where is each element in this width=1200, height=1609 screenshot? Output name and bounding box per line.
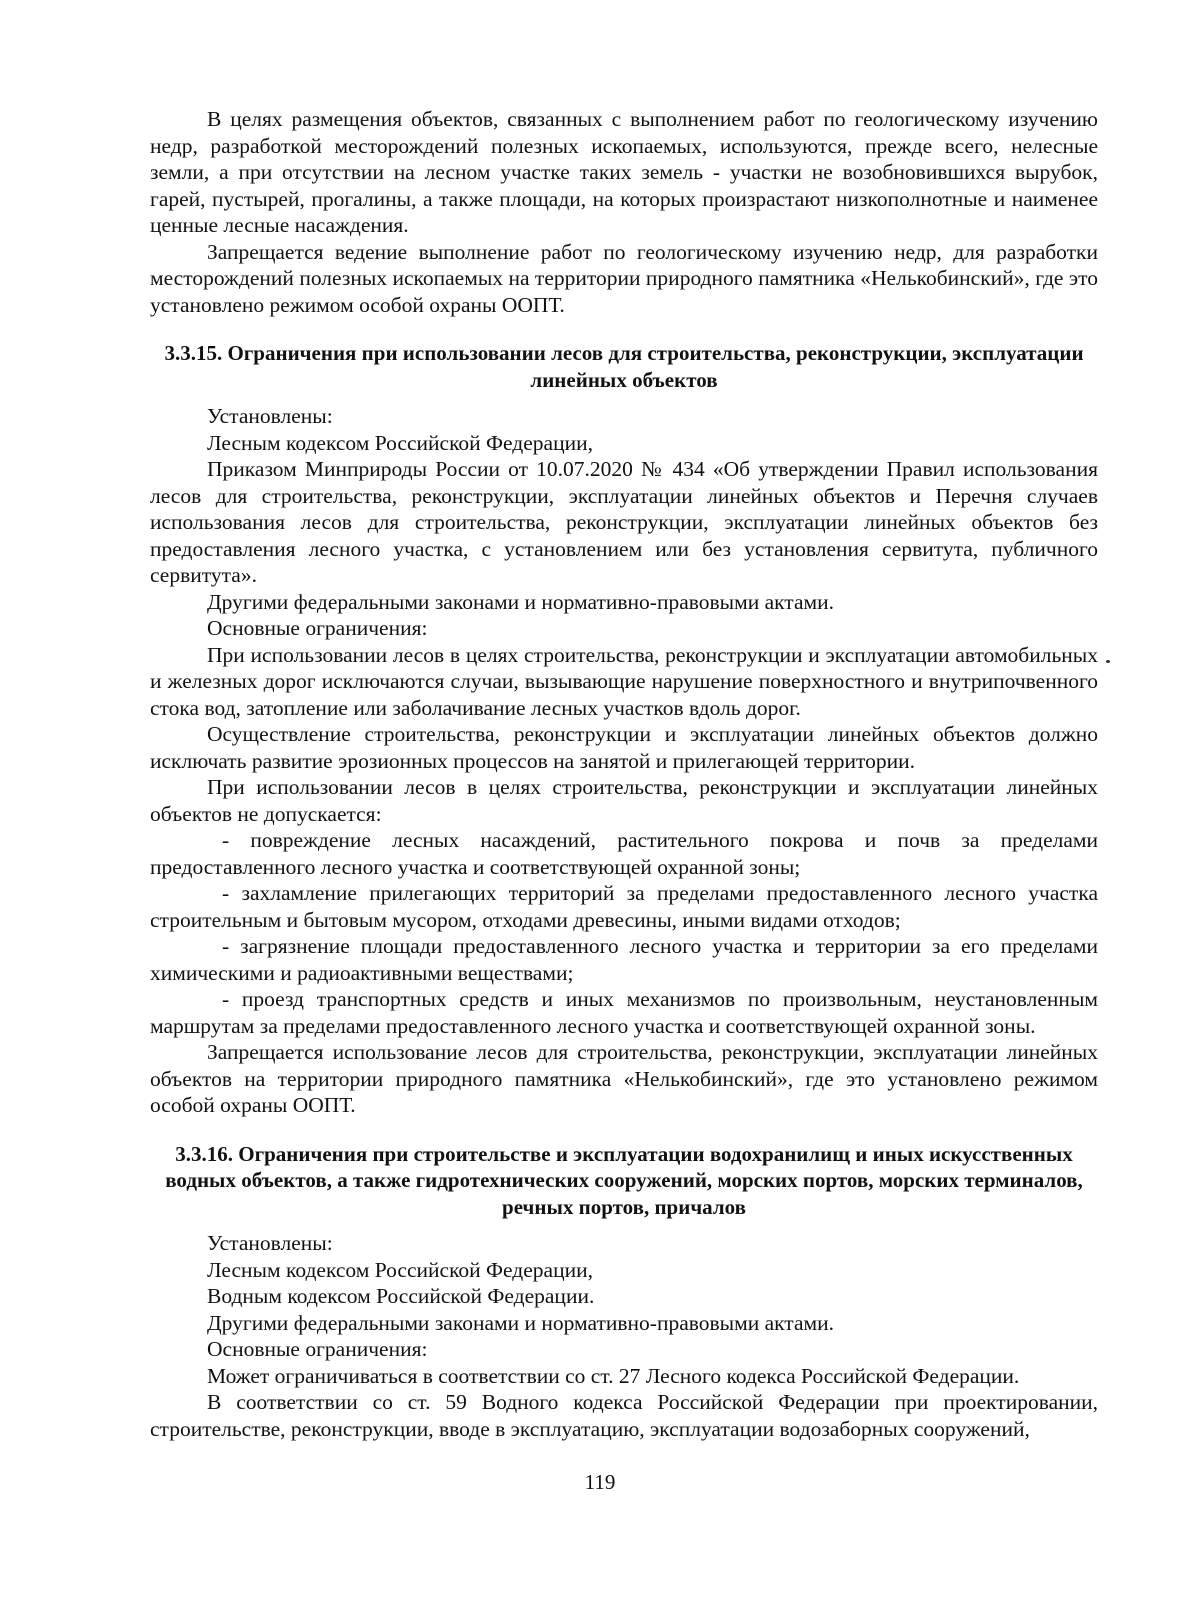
s16-paragraph-2: В соответствии со ст. 59 Водного кодекса Российской Федерации при проектировании, строительстве, реконструкции, вводе в эксплуатацию, эксплуатации водозаборных сооружений, [150,1390,1098,1441]
s15-closing-paragraph: Запрещается использование лесов для строительства, реконструкции, эксплуатации линейных объектов на территории природного памятника «Нелькобинский», где это установлено режимом особой охраны ООПТ. [150,1040,1098,1117]
section-3-3-16-heading: 3.3.16. Ограничения при строительстве и эксплуатации водохранилищ и иных искусственных водных объектов, а также гидротехнических сооружений, морских портов, морских терминалов, речных портов, причалов [165,1141,1083,1219]
s15-bullet-4: - проезд транспортных средств и иных механизмов по произвольным, неустановленным маршрутам за пределами предоставленного лесного участка и соответствующей охранной зоны. [150,987,1098,1038]
s15-established-label: Установлены: [207,404,333,428]
s16-main-restrictions-label: Основные ограничения: [207,1337,428,1361]
document-page [150,106,1098,1442]
s15-paragraph-1: При использовании лесов в целях строительства, реконструкции и эксплуатации автомобильных и железных дорог исключаются случаи, вызывающие нарушение поверхностного и внутрипочвенного стока вод, затопление или заболачивание лесных участков вдоль дорог. [150,642,1098,720]
s15-source-3: Другими федеральными законами и нормативно-правовыми актами. [207,589,834,614]
scan-speck [1106,660,1110,663]
s15-source-1: Лесным кодексом Российской Федерации, [207,430,593,455]
s15-source-2: Приказом Минприроды России от 10.07.2020 № 434 «Об утверждении Правил использования лесов для строительства, реконструкции, эксплуатации линейных объектов и Перечня случаев использования лесов для строительства, реконструкции, эксплуатации линейных объектов без предоставления лесного участка, с установлением или без установления сервитута, публичного сервитута». [150,457,1098,587]
s15-main-restrictions-label: Основные ограничения: [207,616,428,640]
s15-paragraph-2: Осуществление строительства, реконструкции и эксплуатации линейных объектов должно исключать развитие эрозионных процессов на занятой и прилегающей территории. [150,722,1098,773]
s16-paragraph-1: Может ограничиваться в соответствии со ст. 27 Лесного кодекса Российской Федерации. [207,1363,1020,1388]
s15-paragraph-3: При использовании лесов в целях строительства, реконструкции и эксплуатации линейных объектов не допускается: [150,775,1098,826]
s15-bullet-2: - захламление прилегающих территорий за пределами предоставленного лесного участка строительным и бытовым мусором, отходами древесины, иными видами отходов; [150,881,1098,932]
s16-source-2: Водным кодексом Российской Федерации. [207,1284,595,1308]
s16-source-1: Лесным кодексом Российской Федерации, [207,1257,593,1282]
intro-paragraph-1: В целях размещения объектов, связанных с выполнением работ по геологическому изучению недр, разработкой месторождений полезных ископаемых, используются, прежде всего, нелесные земли, а при отсутствии на лесном участке таких земель - участки не возобновившихся вырубок, гарей, пустырей, прогалины, а также площади, на которых произрастают низкополнотные и наименее ценные лесные насаждения. [150,107,1098,237]
page-number: 119 [584,1470,616,1494]
s16-source-3: Другими федеральными законами и нормативно-правовыми актами. [207,1310,834,1335]
intro-paragraph-2: Запрещается ведение выполнение работ по геологическому изучению недр, для разработки месторождений полезных ископаемых на территории природного памятника «Нелькобинский», где это установлено режимом особой охраны ООПТ. [150,239,1098,317]
s15-bullet-3: - загрязнение площади предоставленного лесного участка и территории за его пределами химическими и радиоактивными веществами; [150,934,1098,985]
section-3-3-15-heading: 3.3.15. Ограничения при использовании лесов для строительства, реконструкции, эксплуатации линейных объектов [164,341,1084,392]
s15-bullet-1: - повреждение лесных насаждений, растительного покрова и почв за пределами предоставленного лесного участка и соответствующей охранной зоны; [150,828,1098,879]
s16-established-label: Установлены: [207,1231,333,1255]
